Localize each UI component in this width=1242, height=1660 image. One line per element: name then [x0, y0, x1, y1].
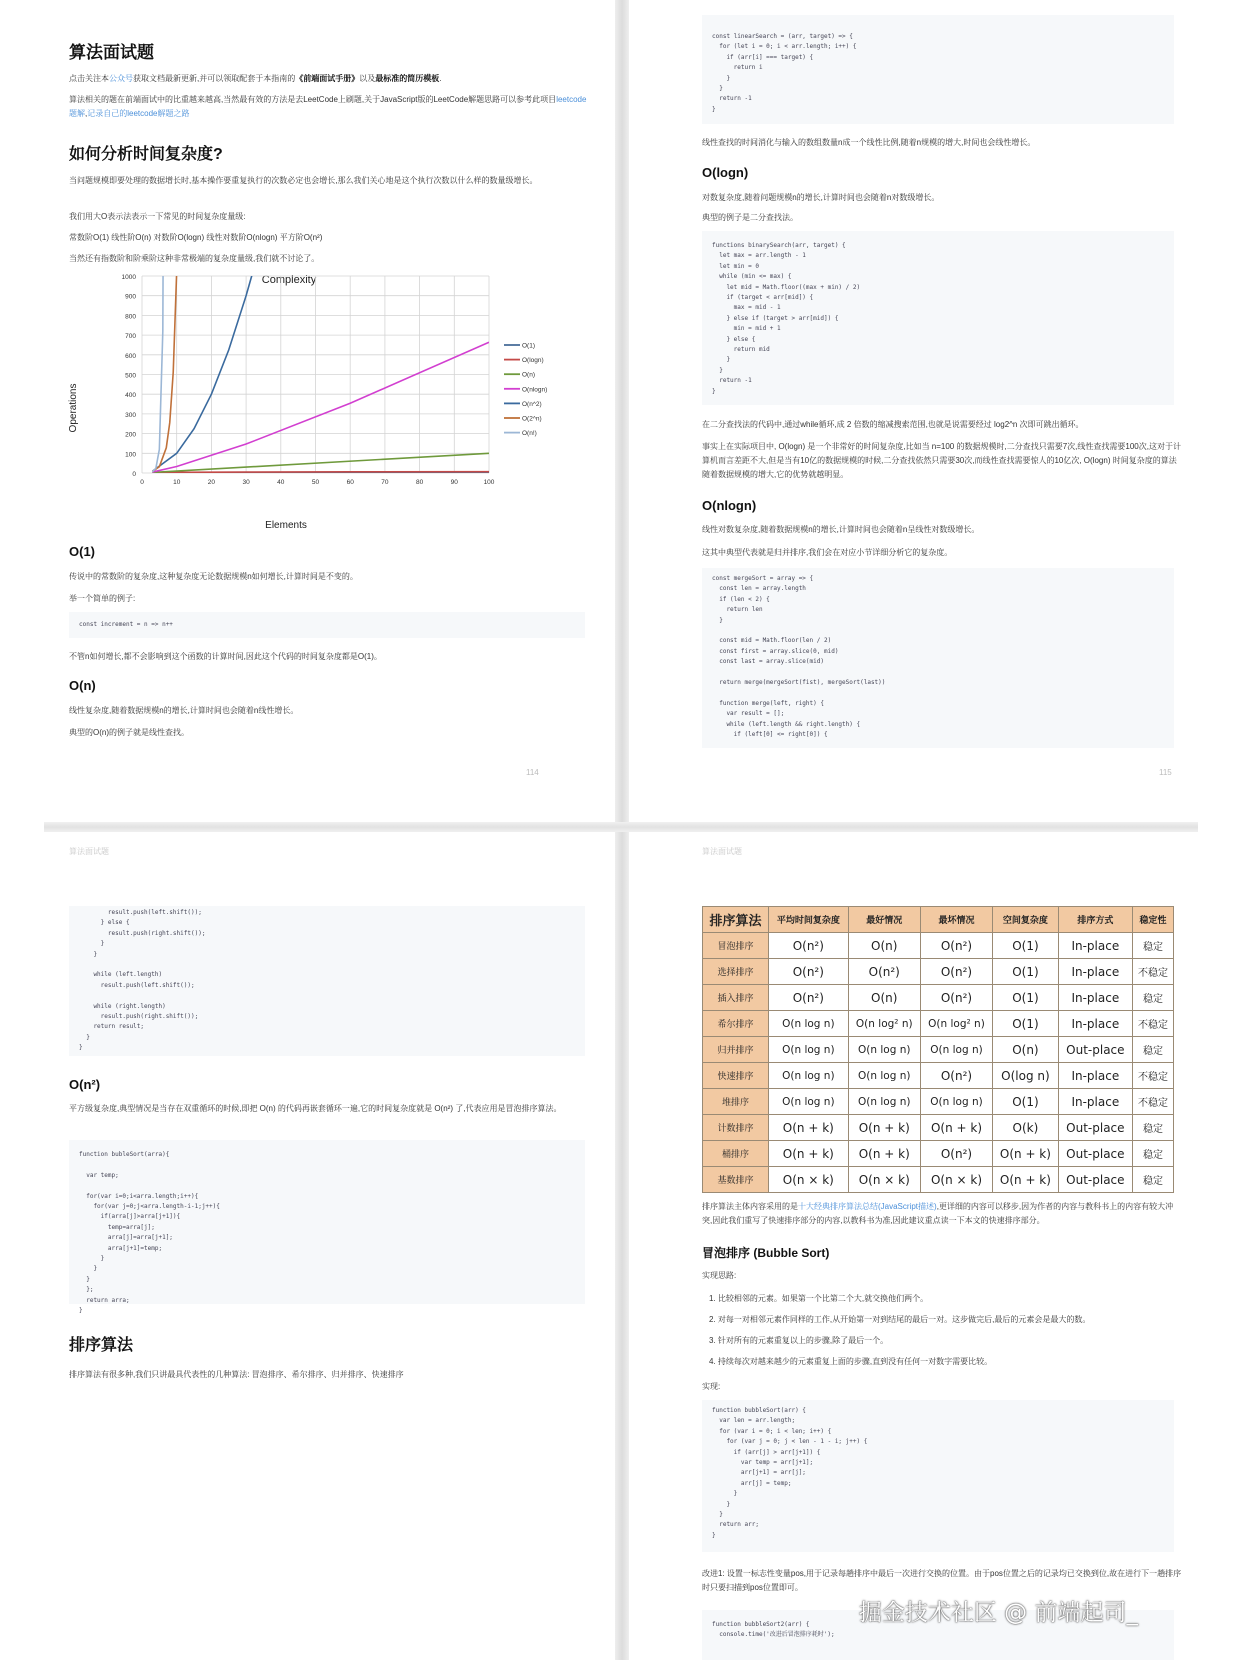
table-cell: O(n) — [848, 933, 920, 959]
table-cell: O(n²) — [920, 1063, 992, 1089]
list-item: 3. 针对所有的元素重复以上的步骤,除了最后一个。 — [709, 1336, 889, 1345]
page-title: 算法面试题 — [69, 43, 154, 62]
table-cell: Out-place — [1058, 1141, 1132, 1167]
table-cell: Out-place — [1058, 1037, 1132, 1063]
table-cell-algorithm: 桶排序 — [703, 1141, 769, 1167]
legend-label: O(2^n) — [522, 415, 542, 423]
intro-text: 以及 — [359, 74, 376, 83]
table-cell: O(n + k) — [848, 1141, 920, 1167]
onlogn-paragraph-2: 这其中典型代表就是归并排序,我们会在对应小节详细分析它的复杂度。 — [702, 548, 953, 557]
o1-paragraph-2: 举一个简单的例子: — [69, 594, 136, 603]
x-tick-label: 0 — [140, 479, 144, 486]
table-row — [703, 1167, 1174, 1193]
note-text: 排序算法主体内容采用的是 — [702, 1202, 798, 1211]
table-cell: 不稳定 — [1132, 1089, 1173, 1115]
on-paragraph-1: 线性复杂度,随着数据规模n的增长,计算时间也会随着n线性增长。 — [69, 706, 299, 715]
table-header-row — [703, 907, 1174, 933]
table-cell: O(n²) — [920, 1141, 992, 1167]
table-header-cell: 空间复杂度 — [993, 907, 1059, 933]
table-cell: O(n + k) — [920, 1115, 992, 1141]
table-cell: O(k) — [993, 1115, 1059, 1141]
chart-title: Complexity — [261, 274, 317, 286]
page-number: 115 — [1159, 768, 1172, 777]
table-cell: O(n log n) — [848, 1063, 920, 1089]
table-cell: O(n²) — [769, 959, 849, 985]
onlogn-paragraph-1: 线性对数复杂度,随着数据规模n的增长,计算时间也会随着n呈线性对数级增长。 — [702, 525, 980, 534]
running-header: 算法面试题 — [69, 847, 109, 856]
table-row — [703, 1063, 1174, 1089]
on-paragraph-2: 典型的O(n)的例子就是线性查找。 — [69, 728, 189, 737]
table-cell: O(n log² n) — [920, 1011, 992, 1037]
table-cell: O(n²) — [920, 933, 992, 959]
table-cell: O(1) — [993, 1089, 1059, 1115]
o1-paragraph-3: 不管n如何增长,都不会影响到这个函数的计算时间,因此这个代码的时间复杂度都是O(1)。 — [69, 652, 382, 661]
table-row — [703, 1141, 1174, 1167]
table-header-cell: 稳定性 — [1132, 907, 1173, 933]
code-block-linear-search: const linearSearch = (arr, target) => { for (let i = 0; i < arr.length; i++) { if (arr[i] === target) { return i } } return -1 } — [702, 15, 1174, 124]
improve-paragraph: 改进1: 设置一标志性变量pos,用于记录每趟排序中最后一次进行交换的位置。由于pos位置之后的记录均已交换到位,故在进行下一趟排序时只要扫描到pos位置即可。 — [702, 1569, 1182, 1592]
table-cell: O(n + k) — [769, 1141, 849, 1167]
chart-xlabel: Elements — [265, 520, 307, 531]
table-cell: O(n log n) — [848, 1037, 920, 1063]
section-heading-complexity: 如何分析时间复杂度? — [69, 146, 223, 163]
chart-ylabel: Operations — [68, 383, 79, 433]
table-header-cell: 排序方式 — [1058, 907, 1132, 933]
table-cell: O(1) — [993, 959, 1059, 985]
table-cell: O(n log n) — [848, 1089, 920, 1115]
complexity-paragraph-1: 当问题规模即要处理的数据增长时,基本操作要重复执行的次数必定也会增长,那么我们关心地是这个执行次数以什么样的数量级增长。 — [69, 176, 538, 185]
note-text: ,更详细的内容可以移步,因为作者的内容与教科书上的内容有较大冲突,因此我们重写了快速排序部分的内容,以教科书为准,因此建议重点读一下本文的快速排序部分。 — [702, 1202, 1174, 1225]
page-116 — [44, 832, 615, 1660]
leetcode-solutions-link[interactable]: leetcode题解 — [69, 95, 587, 118]
table-row — [703, 1011, 1174, 1037]
table-row — [703, 1089, 1174, 1115]
table-cell: Out-place — [1058, 1115, 1132, 1141]
x-tick-label: 20 — [207, 479, 216, 486]
y-tick-label: 200 — [125, 431, 136, 439]
code-block-merge-sort-continued: result.push(left.shift()); } else { result.push(right.shift()); } } while (left.length) result.push(left.shift()); while (right.length) result.push(right.shift()); return result; } } — [69, 906, 585, 1056]
table-cell: O(n²) — [848, 959, 920, 985]
code-block-merge-sort: const mergeSort = array => { const len = array.length if (len < 2) { return len } const mid = Math.floor(len / 2) const first = array.slice(0, mid) const last = array.slice(mid) return merge(mergeSort(fist), mergeSort(last)) function merge(left, right) { var result = []; while (left.length && right.length) { if (left[0] <= right[0]) { — [702, 568, 1174, 748]
page-115 — [629, 0, 1198, 822]
page-117 — [629, 832, 1198, 1660]
running-header: 算法面试题 — [702, 847, 742, 856]
table-cell: Out-place — [1058, 1167, 1132, 1193]
table-cell: In-place — [1058, 933, 1132, 959]
bubble-steps-list — [709, 1293, 1179, 1377]
idea-label: 实现思路: — [702, 1271, 737, 1280]
y-tick-label: 700 — [125, 333, 136, 341]
table-cell: O(n × k) — [920, 1167, 992, 1193]
table-cell: O(n log² n) — [848, 1011, 920, 1037]
binary-paragraph-1: 在二分查找法的代码中,通过while循环,成 2 倍数的缩减搜索范围,也就是说需要经过 log2^n 次即可跳出循环。 — [702, 420, 1084, 429]
table-note-paragraph — [702, 1200, 1182, 1228]
ten-sorts-article-link[interactable]: 十大经典排序算法总结(JavaScript描述) — [798, 1202, 937, 1211]
table-cell: O(n log n) — [769, 1063, 849, 1089]
complexity-paragraph-3: 常数阶O(1) 线性阶O(n) 对数阶O(logn) 线性对数阶O(nlogn) 平方阶O(n²) — [69, 233, 323, 242]
table-header-cell: 最好情况 — [848, 907, 920, 933]
impl-label: 实现: — [702, 1382, 721, 1391]
table-cell: O(n + k) — [993, 1167, 1059, 1193]
x-tick-label: 10 — [173, 479, 181, 486]
y-tick-label: 100 — [125, 451, 136, 459]
x-tick-label: 30 — [242, 479, 250, 486]
table-cell: 稳定 — [1132, 1141, 1173, 1167]
complexity-paragraph-2: 我们用大O表示法表示一下常见的时间复杂度量级: — [69, 212, 246, 221]
table-cell: O(n) — [848, 985, 920, 1011]
table-header-cell: 最坏情况 — [920, 907, 992, 933]
x-tick-label: 60 — [346, 479, 354, 486]
table-cell: 不稳定 — [1132, 1063, 1173, 1089]
table-cell: O(n + k) — [769, 1115, 849, 1141]
table-row — [703, 1037, 1174, 1063]
x-tick-label: 40 — [277, 479, 285, 486]
y-tick-label: 1000 — [121, 274, 136, 281]
legend-label: O(logn) — [522, 357, 544, 365]
section-heading-on: O(n) — [69, 678, 96, 693]
table-cell-algorithm: 堆排序 — [703, 1089, 769, 1115]
table-cell: O(1) — [993, 933, 1059, 959]
wechat-link[interactable]: 公众号 — [109, 74, 133, 83]
intro-paragraph-1 — [69, 72, 589, 86]
table-cell-algorithm: 选择排序 — [703, 959, 769, 985]
table-cell-algorithm: 希尔排序 — [703, 1011, 769, 1037]
table-cell-algorithm: 快速排序 — [703, 1063, 769, 1089]
handbook-title: 《前端面试手册》 — [295, 74, 360, 83]
ologn-paragraph-2: 典型的例子是二分查找法。 — [702, 213, 798, 222]
legend-label: O(n^2) — [522, 400, 542, 408]
code-block-binary-search: functions binarySearch(arr, target) { let max = arr.length - 1 let min = 0 while (min <= max) { let mid = Math.floor((max + min) / 2) if (target < arr[mid]) { max = mid - 1 } else if (target > arr[mid]) { min = mid + 1 } else { return mid } } return -1 } — [702, 231, 1174, 405]
table-cell: O(1) — [993, 1011, 1059, 1037]
table-cell: 不稳定 — [1132, 1011, 1173, 1037]
sort-complexity-table — [702, 906, 1174, 1193]
legend-label: O(1) — [522, 342, 535, 350]
table-cell: In-place — [1058, 985, 1132, 1011]
list-item: 4. 持续每次对越来越少的元素重复上面的步骤,直到没有任何一对数字需要比较。 — [709, 1357, 993, 1366]
code-block-bubble-sort: function bubbleSort(arr) { var len = arr.length; for (var i = 0; i < len; i++) { for (var j = 0; j < len - 1 - i; j++) { if (arr[j] > arr[j+1]) { var temp = arr[j+1]; arr[j+1] = arr[j]; arr[j] = temp; } } } return arr; } — [702, 1400, 1174, 1552]
sort-paragraph: 排序算法有很多种,我们只讲最具代表性的几种算法: 冒泡排序、希尔排序、归并排序、快速排序 — [69, 1370, 404, 1379]
x-tick-label: 90 — [450, 479, 458, 486]
x-tick-label: 80 — [415, 479, 424, 486]
watermark: 掘金技术社区 @ 前端起司_ — [858, 1600, 1138, 1626]
series-line-on — [152, 453, 489, 472]
table-cell: 稳定 — [1132, 1167, 1173, 1193]
horizontal-page-gutter — [44, 822, 1198, 832]
series-line-o2n — [152, 271, 176, 471]
x-tick-label: 70 — [381, 479, 389, 486]
legend-label: O(n) — [522, 371, 535, 379]
section-heading-bubble-sort: 冒泡排序 (Bubble Sort) — [702, 1246, 830, 1260]
intro-text: 点击关注本 — [69, 74, 109, 83]
section-heading-on2: O(n²) — [69, 1077, 101, 1092]
complexity-chart — [64, 268, 548, 531]
table-cell: O(1) — [993, 985, 1059, 1011]
table-row — [703, 933, 1174, 959]
legend-label: O(nlogn) — [522, 386, 548, 394]
table-row — [703, 985, 1174, 1011]
on2-paragraph: 平方级复杂度,典型情况是当存在双重循环的时候,即把 O(n) 的代码再嵌套循环一遍,它的时间复杂度就是 O(n²) 了,代表应用是冒泡排序算法。 — [69, 1104, 562, 1113]
intro-paragraph-2 — [69, 93, 589, 121]
table-cell: O(n²) — [769, 933, 849, 959]
table-header-cell: 平均时间复杂度 — [769, 907, 849, 933]
table-cell: 稳定 — [1132, 1115, 1173, 1141]
table-row — [703, 959, 1174, 985]
table-cell: 稳定 — [1132, 933, 1173, 959]
y-tick-label: 800 — [125, 313, 136, 321]
binary-paragraph-2: 事实上在实际项目中, O(logn) 是一个非常好的时间复杂度,比如当 n=100 的数据规模时,二分查找只需要7次,线性查找需要100次,这对于计算机而言差距不大,但是当有10亿的数据规模的时候,二分查找依然只需要30次,而线性查找需要惊人的10亿次, O(logn) 时间复杂度的算法随着数据规模的增大,它的优势就越明显。 — [702, 442, 1181, 479]
table-cell-algorithm: 冒泡排序 — [703, 933, 769, 959]
section-heading-ologn: O(logn) — [702, 165, 749, 180]
table-cell: In-place — [1058, 1011, 1132, 1037]
y-tick-label: 600 — [125, 352, 136, 360]
list-item: 2. 对每一对相邻元素作同样的工作,从开始第一对到结尾的最后一对。这步做完后,最后的元素会是最大的数。 — [709, 1315, 1091, 1324]
page-114 — [44, 0, 615, 822]
table-cell: 稳定 — [1132, 985, 1173, 1011]
y-tick-label: 500 — [125, 372, 136, 380]
table-cell: O(n log n) — [769, 1089, 849, 1115]
table-cell: O(n log n) — [920, 1037, 992, 1063]
y-tick-label: 300 — [125, 411, 136, 419]
code-block-bubble-sort-2: function bubbleSort2(arr) { console.time('改进后冒泡排序耗时'); — [702, 1610, 1174, 1660]
y-tick-label: 400 — [125, 392, 136, 400]
list-item: 1. 比较相邻的元素。如果第一个比第二个大,就交换他们两个。 — [709, 1294, 929, 1303]
code-block-increment: const increment = n => n++ — [69, 612, 585, 638]
table-cell: In-place — [1058, 1089, 1132, 1115]
legend-label: O(n!) — [522, 430, 537, 438]
section-heading-sort-algorithms: 排序算法 — [69, 1337, 134, 1354]
code-block-bubble-sort-example: function bubleSort(arra){ var temp; for(var i=0;i<arra.length;i++){ for(var j=0;j<arra.length-i-1;j++){ if(arra[j]>arra[j+1]){ temp=arra[j]; arra[j]=arra[j+1]; arra[j+1]=temp; } } } }; return arra; } — [69, 1140, 585, 1304]
complexity-paragraph-4: 当然还有指数阶和阶乘阶这种非常极端的复杂度量级,我们就不讨论了。 — [69, 254, 320, 263]
intro-text: . — [439, 74, 442, 83]
table-cell: O(n²) — [769, 985, 849, 1011]
intro-text: 算法相关的题在前端面试中的比重越来越高,当然最有效的方法是去LeetCode上刷题,关于JavaScript版的LeetCode解题思路可以参考此项目 — [69, 95, 557, 104]
table-cell: O(n log n) — [920, 1089, 992, 1115]
o1-paragraph-1: 传说中的常数阶的复杂度,这种复杂度无论数据规模n如何增长,计算时间是不变的。 — [69, 572, 358, 581]
section-heading-onlogn: O(nlogn) — [702, 498, 757, 513]
table-cell: O(n + k) — [848, 1115, 920, 1141]
table-cell: In-place — [1058, 959, 1132, 985]
table-cell: 稳定 — [1132, 1037, 1173, 1063]
table-cell: O(n × k) — [769, 1167, 849, 1193]
y-tick-label: 900 — [125, 293, 136, 301]
leetcode-road-link[interactable]: 记录自己的leetcode解题之路 — [87, 109, 190, 118]
table-cell: O(n) — [993, 1037, 1059, 1063]
intro-text: 获取文档最新更新,并可以领取配套于本指南的 — [133, 74, 296, 83]
series-line-ologn — [152, 472, 489, 473]
table-cell-algorithm: 插入排序 — [703, 985, 769, 1011]
table-cell: O(n²) — [920, 959, 992, 985]
section-heading-o1: O(1) — [69, 544, 95, 559]
linear-paragraph: 线性查找的时间消化与输入的数组数量n成一个线性比例,随着n规模的增大,时间也会线性增长。 — [702, 138, 1036, 147]
resume-template-text: 最标准的简历模板 — [375, 74, 440, 83]
intro-text: , — [85, 109, 88, 118]
ologn-paragraph-1: 对数复杂度,随着问题规模n的增长,计算时间也会随着n对数级增长。 — [702, 193, 940, 202]
table-row — [703, 1115, 1174, 1141]
table-cell: O(n + k) — [993, 1141, 1059, 1167]
table-cell: 不稳定 — [1132, 959, 1173, 985]
table-cell: O(n × k) — [848, 1167, 920, 1193]
x-tick-label: 50 — [311, 479, 320, 486]
y-tick-label: 0 — [132, 471, 136, 478]
table-header-cell: 排序算法 — [703, 907, 769, 933]
table-cell: O(log n) — [993, 1063, 1059, 1089]
series-line-onlogn — [152, 342, 489, 472]
table-cell-algorithm: 计数排序 — [703, 1115, 769, 1141]
table-cell-algorithm: 归并排序 — [703, 1037, 769, 1063]
table-cell: O(n log n) — [769, 1011, 849, 1037]
table-cell: O(n²) — [920, 985, 992, 1011]
page-number: 114 — [526, 768, 539, 777]
table-cell: O(n log n) — [769, 1037, 849, 1063]
x-tick-label: 100 — [483, 479, 495, 486]
table-cell: In-place — [1058, 1063, 1132, 1089]
table-cell-algorithm: 基数排序 — [703, 1167, 769, 1193]
